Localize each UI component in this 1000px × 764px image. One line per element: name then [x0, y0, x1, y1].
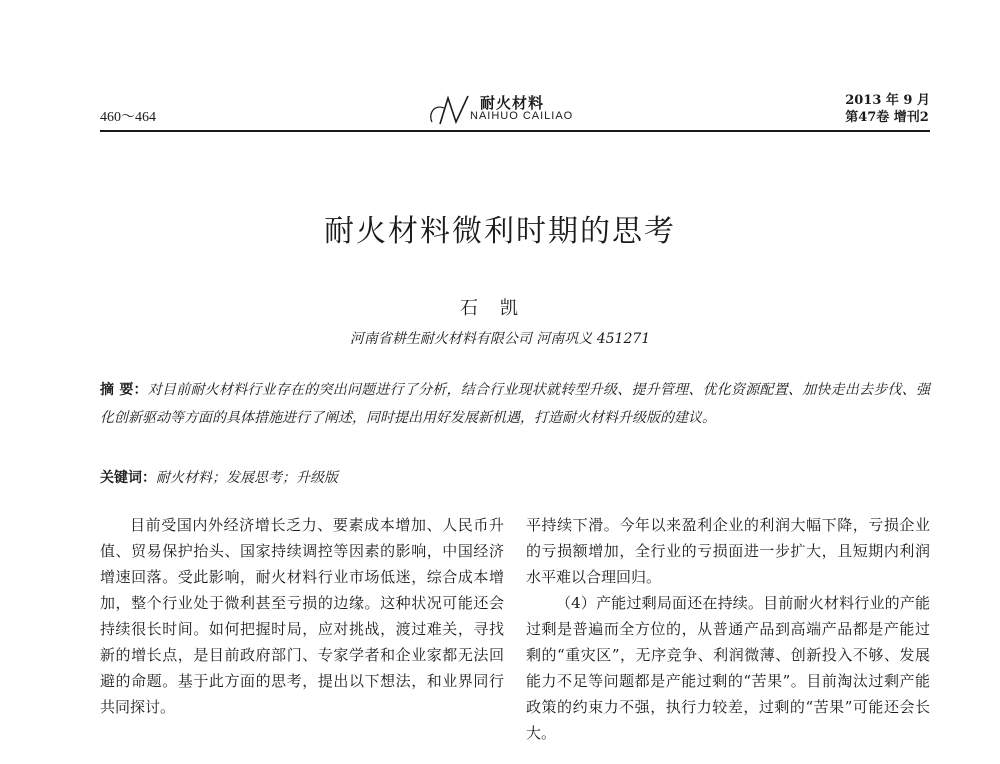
- header-rule: [100, 130, 930, 132]
- body-column-left: [100, 512, 504, 720]
- journal-name-cn: 耐火材料: [480, 94, 545, 112]
- author-affiliation: 河南省耕生耐火材料有限公司 河南巩义 451271: [349, 331, 651, 347]
- author-name: 石凯: [460, 298, 540, 319]
- keywords: [100, 464, 930, 492]
- body-paragraph: 平持续下滑。今年以来盈利企业的利润大幅下降，亏损企业的亏损额增加，全行业的亏损面进一步扩大，且短期内利润水平难以合理回归。: [526, 516, 930, 586]
- keywords-label: 关键词：: [100, 470, 156, 486]
- page-range: 460～464: [100, 110, 156, 125]
- body-paragraph: （4）产能过剩局面还在持续。目前耐火材料行业的产能过剩是普遍而全方位的，从普通产品到高端产品都是产能过剩的“重灾区”，无序竞争、利润微薄、创新投入不够、发展能力不足等问题都是产能过剩的“苦果”。目前淘汰过剩产能政策的约束力不强，执行力较差，过剩的“苦果”可能还会长大。: [526, 594, 930, 742]
- keywords-text: 耐火材料；发展思考；升级版: [156, 470, 338, 486]
- body-paragraph: 目前受国内外经济增长乏力、要素成本增加、人民币升值、贸易保护抬头、国家持续调控等因素的影响，中国经济增速回落。受此影响，耐火材料行业市场低迷，综合成本增加，整个行业处于微利甚至亏损的边缘。这种状况可能还会持续很长时间。如何把握时局，应对挑战，渡过难关，寻找新的增长点，是目前政府部门、专家学者和企业家都无法回避的命题。基于此方面的思考，提出以下想法，和业界同行共同探讨。: [100, 516, 504, 716]
- abstract-text: 对目前耐火材料行业存在的突出问题进行了分析，结合行业现状就转型升级、提升管理、优化资源配置、加快走出去步伐、强化创新驱动等方面的具体措施进行了阐述，同时提出用好发展新机遇，打造耐火材料升级版的建议。: [100, 382, 930, 426]
- issue-date: 2013 年 9 月: [845, 93, 930, 108]
- issue-info: [845, 92, 930, 126]
- journal-name-en: NAIHUO CAILIAO: [470, 110, 574, 122]
- running-header: [100, 92, 930, 130]
- abstract-label: 摘 要：: [100, 382, 148, 398]
- abstract: [100, 376, 930, 432]
- issue-volume: 第47卷 增刊2: [845, 110, 929, 125]
- journal-logo-mark-icon: [426, 92, 474, 128]
- journal-logo: [426, 92, 606, 128]
- body-column-right: [526, 512, 930, 746]
- article-title: 耐火材料微利时期的思考: [324, 214, 676, 249]
